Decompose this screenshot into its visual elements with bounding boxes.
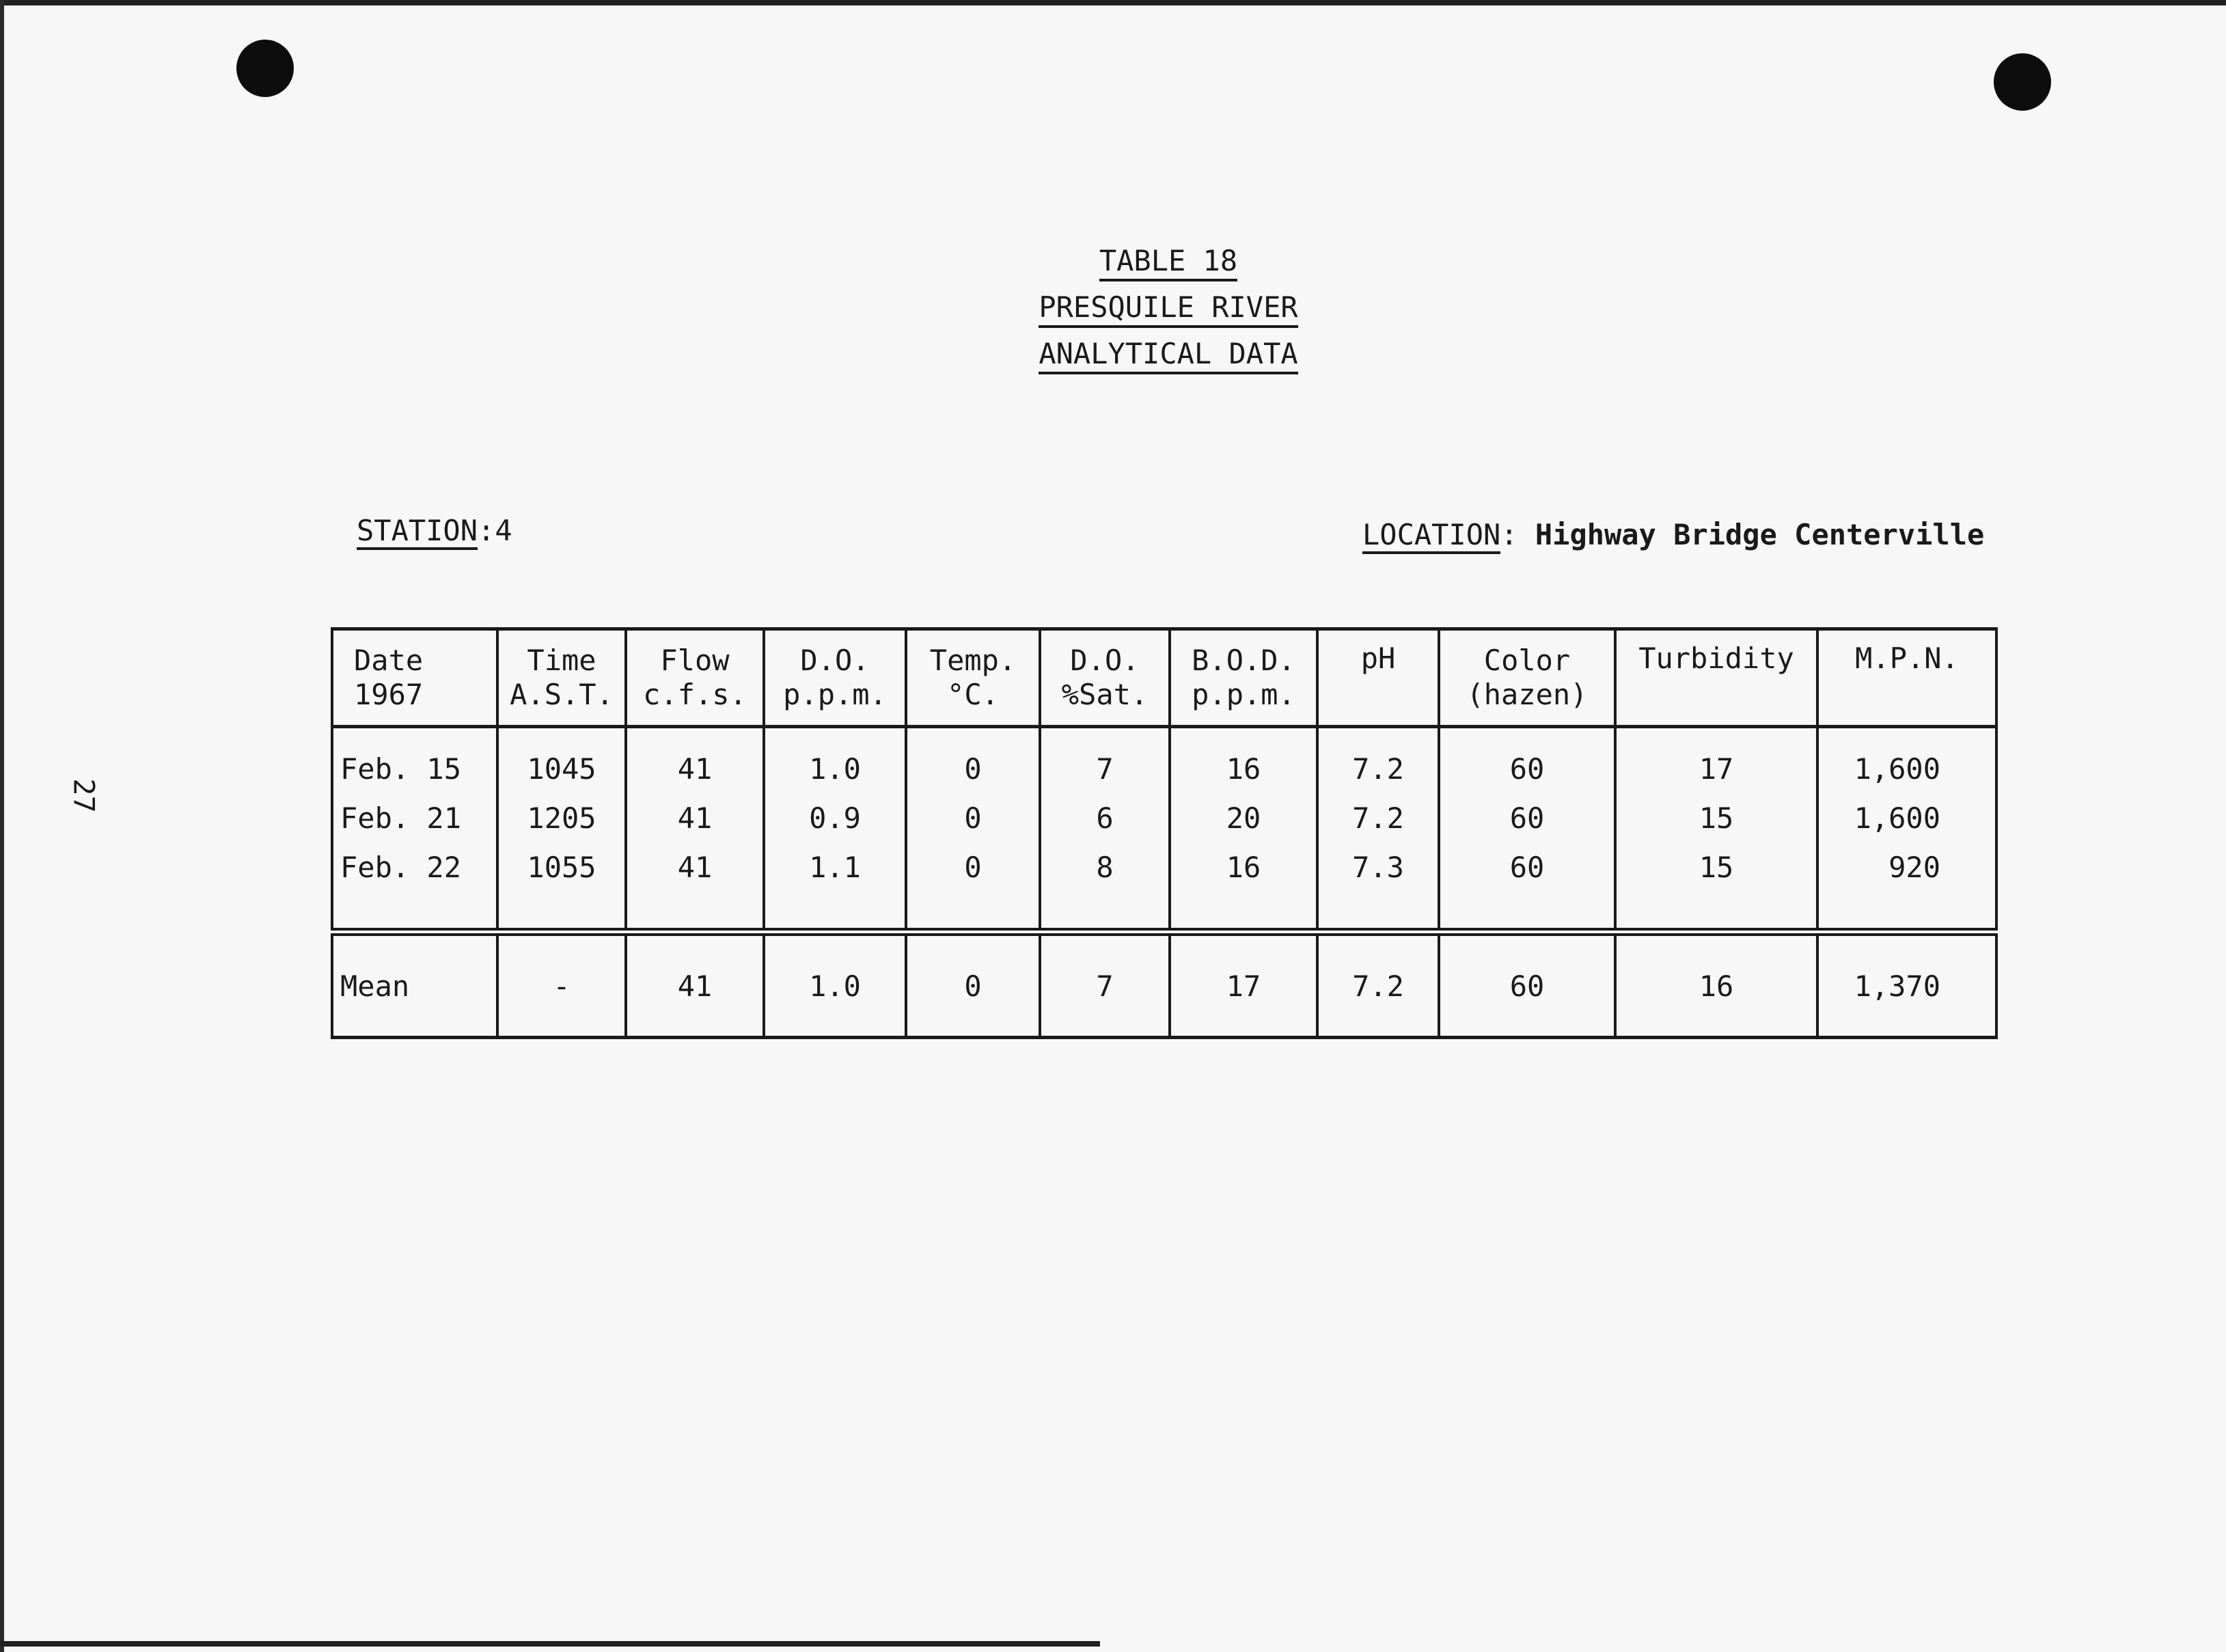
cell-mean-time: - <box>497 932 626 1038</box>
table-header-row <box>332 629 1996 727</box>
cell-turbidity: 15 <box>1615 847 1817 932</box>
cell-time: 1205 <box>497 788 626 847</box>
cell-bod: 16 <box>1170 847 1317 932</box>
cell-mean-temp: 0 <box>906 932 1040 1038</box>
cell-color: 60 <box>1439 847 1615 932</box>
cell-mean-mpn: 1,370 <box>1817 932 1996 1038</box>
table-row <box>332 788 1996 847</box>
header-do-ppm: D.O. p.p.m. <box>764 629 906 727</box>
cell-date: Feb. 22 <box>332 847 497 932</box>
cell-color: 60 <box>1439 727 1615 789</box>
station-field: STATION:4 <box>357 514 512 547</box>
cell-do-sat: 8 <box>1040 847 1170 932</box>
cell-do-ppm: 0.9 <box>764 788 906 847</box>
cell-time: 1045 <box>497 727 626 789</box>
header-temp: Temp. °C. <box>906 629 1040 727</box>
header-mpn: M.P.N. <box>1817 629 1996 727</box>
header-flow: Flow c.f.s. <box>626 629 764 727</box>
cell-flow: 41 <box>626 847 764 932</box>
cell-mean-do-sat: 7 <box>1040 932 1170 1038</box>
cell-mean-turbidity: 16 <box>1615 932 1817 1038</box>
header-bod: B.O.D. p.p.m. <box>1170 629 1317 727</box>
page-bottom-edge <box>0 1641 1100 1647</box>
cell-date: Feb. 21 <box>332 788 497 847</box>
location-field: LOCATION: Highway Bridge Centerville <box>1362 518 1984 551</box>
cell-mpn: 920 <box>1817 847 1996 932</box>
header-time: Time A.S.T. <box>497 629 626 727</box>
location-label: LOCATION <box>1362 518 1500 554</box>
cell-do-ppm: 1.1 <box>764 847 906 932</box>
cell-mean-ph: 7.2 <box>1317 932 1439 1038</box>
punch-hole-left <box>236 40 294 97</box>
cell-mpn: 1,600 <box>1817 788 1996 847</box>
table-number-title: TABLE 18 <box>888 238 1448 284</box>
station-label: STATION <box>357 514 478 550</box>
header-ph: pH <box>1317 629 1439 727</box>
header-do-sat: D.O. %Sat. <box>1040 629 1170 727</box>
cell-mean-bod: 17 <box>1170 932 1317 1038</box>
cell-flow: 41 <box>626 727 764 789</box>
cell-turbidity: 15 <box>1615 788 1817 847</box>
cell-temp: 0 <box>906 847 1040 932</box>
cell-date: Feb. 15 <box>332 727 497 789</box>
header-turbidity: Turbidity <box>1615 629 1817 727</box>
river-name-title: PRESQUILE RIVER <box>888 284 1448 331</box>
cell-ph: 7.3 <box>1317 847 1439 932</box>
cell-flow: 41 <box>626 788 764 847</box>
table-row <box>332 847 1996 932</box>
header-date: Date 1967 <box>332 629 497 727</box>
cell-bod: 16 <box>1170 727 1317 789</box>
cell-mean-label: Mean <box>332 932 497 1038</box>
cell-bod: 20 <box>1170 788 1317 847</box>
station-value: 4 <box>495 514 512 547</box>
title-block <box>888 238 1448 377</box>
cell-ph: 7.2 <box>1317 727 1439 789</box>
cell-do-sat: 6 <box>1040 788 1170 847</box>
cell-color: 60 <box>1439 788 1615 847</box>
cell-mpn: 1,600 <box>1817 727 1996 789</box>
location-value: Highway Bridge Centerville <box>1535 518 1985 551</box>
page-left-edge <box>0 0 4 1652</box>
page-number: 27 <box>67 778 101 813</box>
analytical-data-table <box>331 627 1998 1039</box>
page-top-edge <box>0 0 2226 5</box>
header-color: Color (hazen) <box>1439 629 1615 727</box>
mean-row <box>332 932 1996 1038</box>
cell-temp: 0 <box>906 727 1040 789</box>
table-row <box>332 727 1996 789</box>
punch-hole-right <box>1994 53 2051 111</box>
data-title: ANALYTICAL DATA <box>888 331 1448 377</box>
cell-turbidity: 17 <box>1615 727 1817 789</box>
cell-ph: 7.2 <box>1317 788 1439 847</box>
cell-do-sat: 7 <box>1040 727 1170 789</box>
cell-do-ppm: 1.0 <box>764 727 906 789</box>
cell-mean-color: 60 <box>1439 932 1615 1038</box>
cell-mean-do-ppm: 1.0 <box>764 932 906 1038</box>
cell-mean-flow: 41 <box>626 932 764 1038</box>
cell-time: 1055 <box>497 847 626 932</box>
cell-temp: 0 <box>906 788 1040 847</box>
